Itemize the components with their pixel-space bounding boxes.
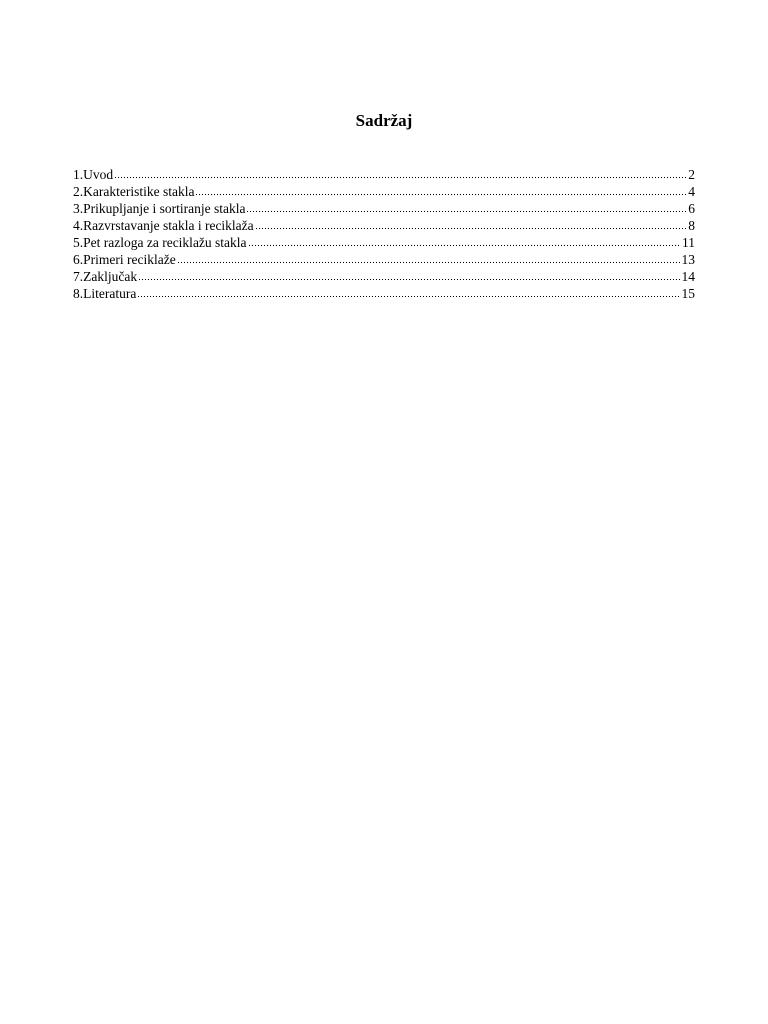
toc-entry-label: 4.Razvrstavanje stakla i reciklaža [73, 218, 254, 233]
toc-entry-uvod [73, 164, 695, 181]
toc-entry-label: 8.Literatura [73, 286, 137, 301]
dot-leader [114, 167, 687, 182]
toc-entry-label: 3.Prikupljanje i sortiranje stakla [73, 201, 246, 216]
dot-leader [177, 252, 681, 267]
toc-entry-page-number: 2 [688, 167, 695, 182]
toc-entry-page-number: 6 [688, 201, 695, 216]
toc-entry-page-number: 15 [681, 286, 695, 301]
dot-leader [137, 286, 680, 301]
toc-entry-page-number: 13 [681, 252, 695, 267]
toc-entry-page-number: 8 [688, 218, 695, 233]
toc-entry-label: 5.Pet razloga za reciklažu stakla [73, 235, 247, 250]
dot-leader [195, 184, 687, 199]
toc-entry-karakteristike-stakla [73, 181, 695, 198]
toc-entry-label: 2.Karakteristike stakla [73, 184, 195, 199]
toc-entry-page-number: 4 [688, 184, 695, 199]
toc-entry-zakljucak [73, 266, 695, 283]
toc-entry-label: 6.Primeri reciklaže [73, 252, 176, 267]
dot-leader [246, 201, 687, 216]
toc-entry-prikupljanje-i-sortiranje [73, 198, 695, 215]
dot-leader [255, 218, 688, 233]
toc-entry-literatura [73, 283, 695, 300]
toc-entry-primeri-reciklaze [73, 249, 695, 266]
toc-entry-page-number: 11 [682, 235, 695, 250]
dot-leader [248, 235, 681, 250]
toc-entry-label: 7.Zaključak [73, 269, 138, 284]
table-of-contents [73, 164, 695, 300]
toc-entry-label: 1.Uvod [73, 167, 114, 182]
toc-entry-pet-razloga [73, 232, 695, 249]
toc-entry-page-number: 14 [681, 269, 695, 284]
toc-title: Sadržaj [355, 111, 413, 130]
dot-leader [138, 269, 680, 284]
toc-entry-razvrstavanje-stakla [73, 215, 695, 232]
